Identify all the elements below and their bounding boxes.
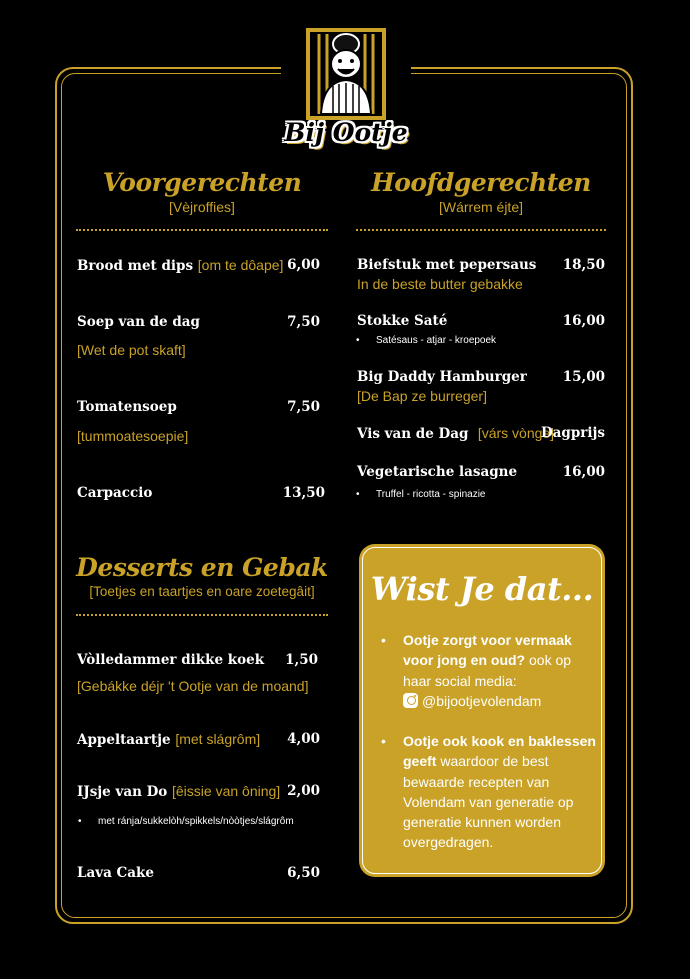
menu-item-name: Vòlledammer dikke koek (77, 652, 265, 668)
hoofdgerechten-title: Hoofdgerechten (371, 168, 591, 197)
menu-item-name: Lava Cake (77, 865, 154, 881)
menu-item-price: 18,50 (562, 257, 605, 273)
voorgerechten-title: Voorgerechten (102, 168, 302, 197)
menu-item-name: Vegetarische lasagne (357, 464, 518, 480)
menu-item-price: 7,50 (287, 314, 320, 330)
hoofdgerechten-divider (356, 229, 606, 231)
menu-item-name: Vis van de Dag [várs vònge] (357, 425, 555, 442)
menu-item-price: Dagprijs (540, 425, 605, 441)
menu-item-sub: [Gebákke déjr 't Ootje van de moand] (77, 678, 309, 694)
desserts-title: Desserts en Gebak (76, 553, 328, 582)
menu-item-name: Brood met dips [om te dôape] (77, 257, 284, 274)
menu-item-name: Big Daddy Hamburger (357, 369, 527, 385)
wist-item: • Ootje ook kook en baklessen geeft waardoor de best bewaarde recepten van Volendam van generatie op generatie kunnen worden overgedragen. (403, 731, 598, 853)
menu-item-price: 6,50 (287, 865, 320, 881)
menu-item-price: 4,00 (287, 731, 320, 747)
menu-item-name: Stokke Saté (357, 313, 448, 329)
instagram-icon (403, 693, 418, 708)
menu-item-name: Tomatensoep (77, 399, 177, 415)
menu-item-sub: [tummoatesoepie] (77, 428, 189, 444)
menu-item-name: IJsje van Do [êissie van ôning] (77, 783, 281, 800)
menu-item-price: 16,00 (562, 464, 605, 480)
voorgerechten-subtitle: [Vèjroffies] (169, 199, 235, 215)
menu-item-bullet: • Truffel - ricotta - spinazie (356, 489, 485, 500)
menu-item-price: 6,00 (287, 257, 320, 273)
menu-item-sub: [De Bap ze burreger] (357, 388, 487, 404)
desserts-subtitle: [Toetjes en taartjes en oare zoetegâit] (89, 584, 315, 599)
menu-item-name: Biefstuk met pepersaus (357, 257, 537, 273)
desserts-divider (76, 614, 328, 616)
menu-item-price: 7,50 (287, 399, 320, 415)
instagram-handle[interactable]: @bijootjevolendam (422, 692, 542, 709)
menu-item-sub: In de beste butter gebakke (357, 276, 523, 292)
wist-je-dat-box (359, 544, 605, 877)
menu-item-price: 1,50 (285, 652, 318, 668)
menu-item-name: Soep van de dag (77, 314, 200, 330)
wist-item: • Ootje zorgt voor vermaak voor jong en oud? ook op haar social media: @bijootjevolendam (403, 630, 598, 711)
logo-text: Bij Ootje (284, 118, 408, 147)
voorgerechten-divider (76, 229, 328, 231)
hoofdgerechten-subtitle: [Wárrem éjte] (438, 199, 523, 215)
menu-item-price: 13,50 (282, 485, 325, 501)
menu-item-price: 2,00 (287, 783, 320, 799)
wist-title: Wist Je dat... (370, 570, 594, 608)
menu-item-price: 15,00 (562, 369, 605, 385)
menu-item-sub: [Wet de pot skaft] (77, 342, 186, 358)
menu-item-bullet: • Satésaus - atjar - kroepoek (356, 335, 496, 346)
logo (281, 24, 411, 147)
menu-item-price: 16,00 (562, 313, 605, 329)
menu-item-name: Appeltaartje [met slágrôm] (77, 731, 261, 748)
menu-item-bullet: • met ránja/sukkelòh/spikkels/nòòtjes/slágrôm (78, 816, 294, 827)
menu-item-name: Carpaccio (77, 485, 153, 501)
